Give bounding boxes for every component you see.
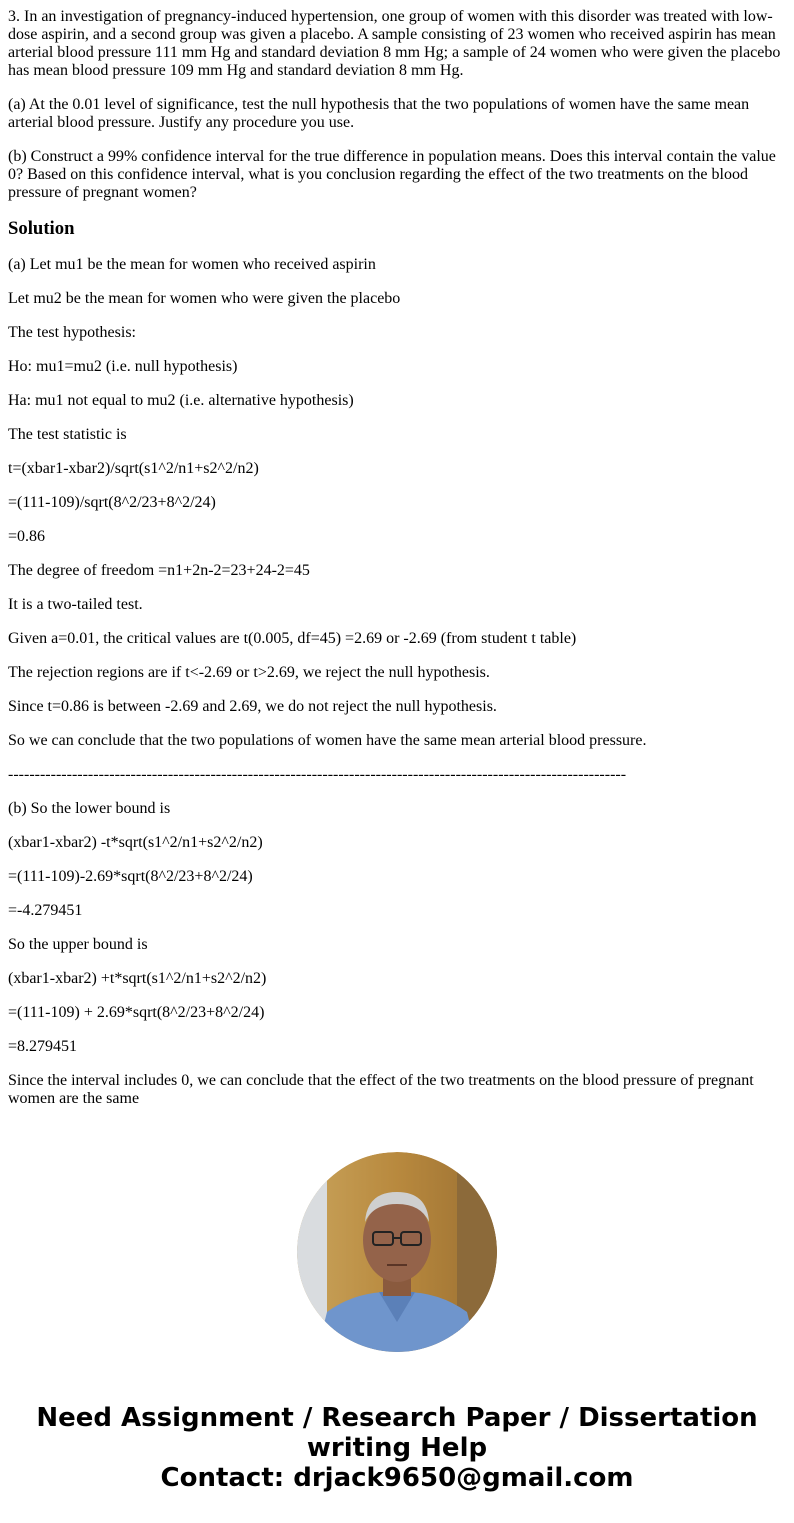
solution-line: Let mu2 be the mean for women who were given the placebo <box>8 290 401 307</box>
solution-line: The test hypothesis: <box>8 324 136 341</box>
question-part-a: (a) At the 0.01 level of significance, test the null hypothesis that the two populations of women have the same mean arterial blood pressure. Justify any procedure you use. <box>8 96 750 131</box>
contact-email: Contact: drjack9650@gmail.com <box>160 1463 634 1493</box>
question-intro: 3. In an investigation of pregnancy-induced hypertension, one group of women with this disorder was treated with low-dose aspirin, and a second group was given a placebo. A sample consisting of 23 women who received aspirin has mean arterial blood pressure 111 mm Hg and standard deviation 8 mm Hg; a sample of 24 women who were given the placebo has mean blood pressure 109 mm Hg and standard deviation 8 mm Hg. <box>8 8 781 79</box>
solution-line: It is a two-tailed test. <box>8 596 143 613</box>
solution-line: =-4.279451 <box>8 902 83 919</box>
person-portrait-image <box>297 1152 497 1352</box>
solution-line: So we can conclude that the two populations of women have the same mean arterial blood pressure. <box>8 732 647 749</box>
section-divider: -------------------------------------------------------------------------------------------------------------------- <box>8 766 627 783</box>
solution-line: =8.279451 <box>8 1038 78 1055</box>
avatar <box>297 1152 497 1352</box>
solution-line: t=(xbar1-xbar2)/sqrt(s1^2/n1+s2^2/n2) <box>8 460 259 477</box>
solution-line: Given a=0.01, the critical values are t(0.005, df=45) =2.69 or -2.69 (from student t table) <box>8 630 577 647</box>
solution-line: The degree of freedom =n1+2n-2=23+24-2=45 <box>8 562 310 579</box>
solution-line: Ha: mu1 not equal to mu2 (i.e. alternative hypothesis) <box>8 392 354 409</box>
solution-heading: Solution <box>8 218 75 239</box>
solution-line: =(111-109)/sqrt(8^2/23+8^2/24) <box>8 494 216 511</box>
solution-line: =(111-109)-2.69*sqrt(8^2/23+8^2/24) <box>8 868 253 885</box>
solution-line: So the upper bound is <box>8 936 148 953</box>
solution-line: The rejection regions are if t<-2.69 or t>2.69, we reject the null hypothesis. <box>8 664 490 681</box>
contact-banner-line: Need Assignment / Research Paper / Dissertation <box>36 1403 758 1433</box>
solution-line: The test statistic is <box>8 426 127 443</box>
solution-line: Ho: mu1=mu2 (i.e. null hypothesis) <box>8 358 238 375</box>
solution-line: (b) So the lower bound is <box>8 800 171 817</box>
solution-line: =(111-109) + 2.69*sqrt(8^2/23+8^2/24) <box>8 1004 265 1021</box>
contact-banner-line: writing Help <box>306 1433 488 1463</box>
solution-line: (xbar1-xbar2) -t*sqrt(s1^2/n1+s2^2/n2) <box>8 834 263 851</box>
solution-line: Since the interval includes 0, we can conclude that the effect of the two treatments on the blood pressure of pregnant women are the same <box>8 1072 754 1107</box>
solution-line: (xbar1-xbar2) +t*sqrt(s1^2/n1+s2^2/n2) <box>8 970 267 987</box>
solution-line: =0.86 <box>8 528 46 545</box>
solution-line: (a) Let mu1 be the mean for women who received aspirin <box>8 256 376 273</box>
solution-line: Since t=0.86 is between -2.69 and 2.69, we do not reject the null hypothesis. <box>8 698 497 715</box>
contact-banner <box>0 1403 794 1493</box>
question-part-b: (b) Construct a 99% confidence interval for the true difference in population means. Does this interval contain the value 0? Based on this confidence interval, what is you conclusion regarding the effect of the two treatments on the blood pressure of pregnant women? <box>8 148 776 201</box>
